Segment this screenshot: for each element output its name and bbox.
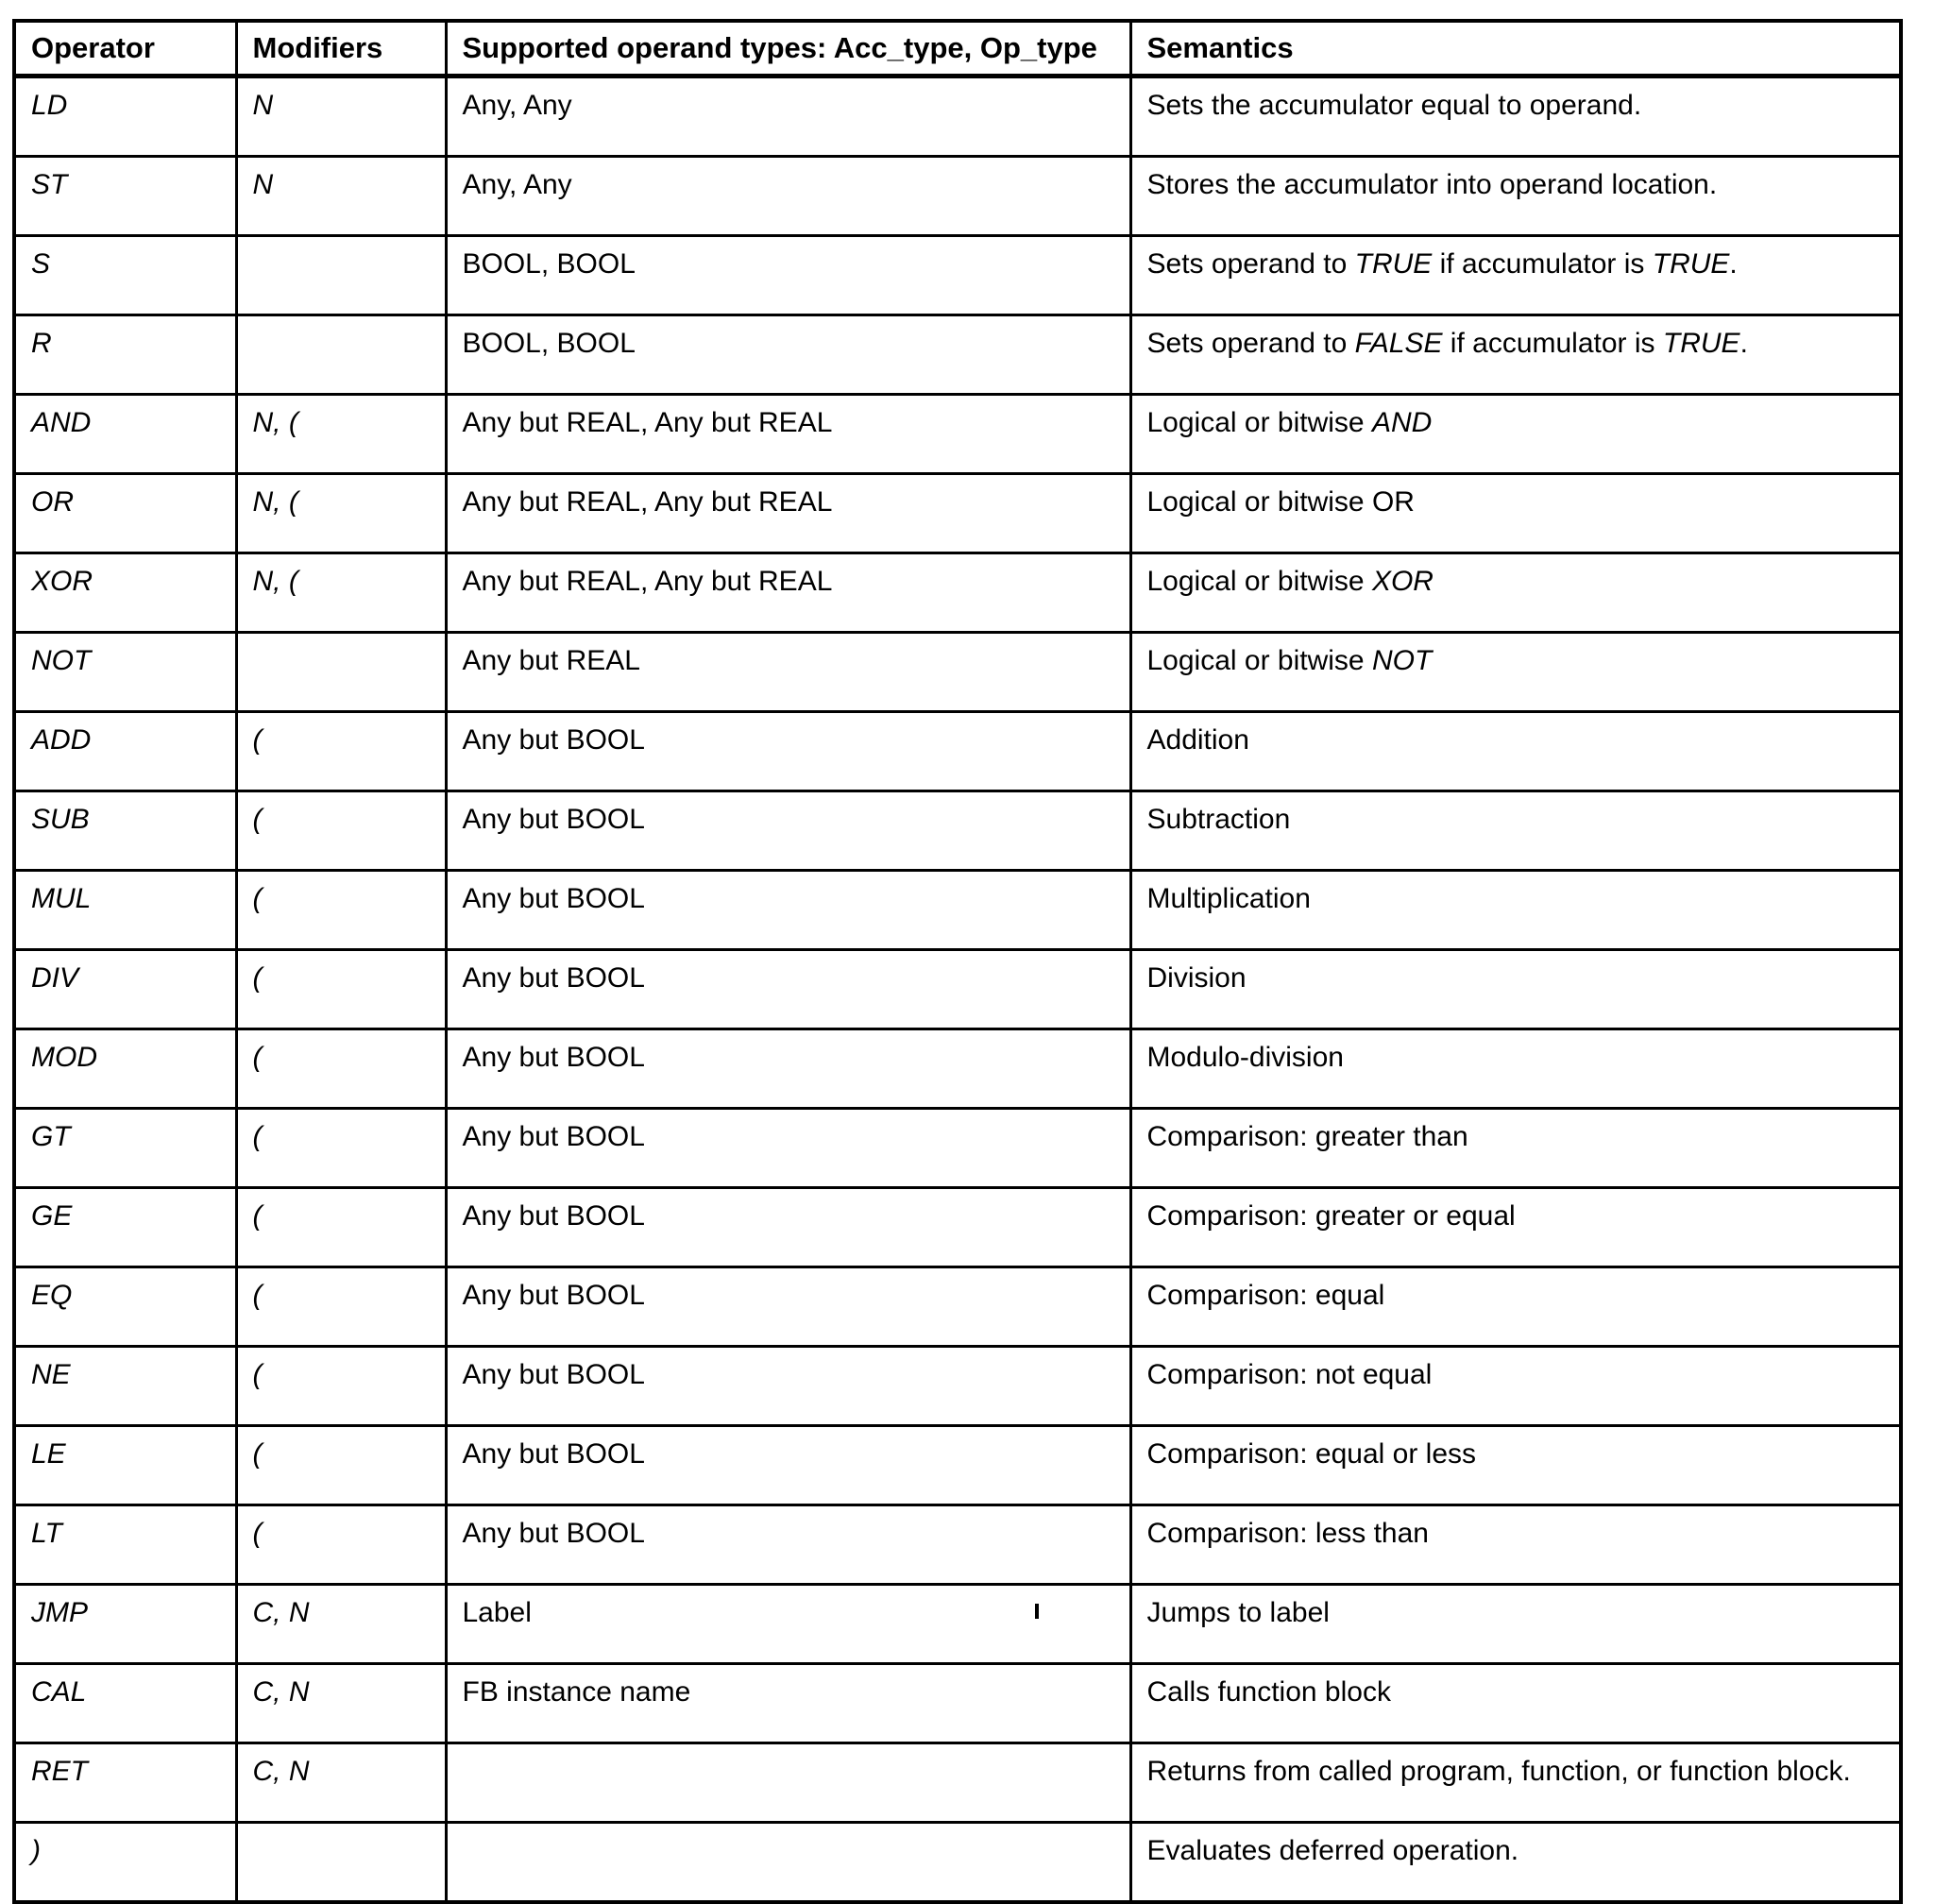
modifiers-cell: N, (: [236, 395, 446, 474]
semantics-cell: Comparison: greater or equal: [1130, 1188, 1901, 1267]
operands-cell: Any but BOOL: [446, 1267, 1130, 1347]
table-body: [14, 76, 1901, 1903]
operator-cell: EQ: [14, 1267, 236, 1347]
operator-cell: MOD: [14, 1029, 236, 1109]
modifiers-cell: N, (: [236, 553, 446, 633]
operands-cell: Any but BOOL: [446, 1188, 1130, 1267]
operands-cell: Any, Any: [446, 76, 1130, 157]
table-row: [14, 315, 1901, 395]
table-row: [14, 1505, 1901, 1585]
modifiers-cell: C, N: [236, 1743, 446, 1823]
col-header-operand-types: Supported operand types: Acc_type, Op_type: [446, 21, 1130, 76]
modifiers-cell: (: [236, 1267, 446, 1347]
operator-cell: LE: [14, 1426, 236, 1505]
operands-cell: Any but REAL, Any but REAL: [446, 553, 1130, 633]
col-header-semantics: Semantics: [1130, 21, 1901, 76]
operands-cell: Any but REAL: [446, 633, 1130, 712]
operator-cell: CAL: [14, 1664, 236, 1743]
operator-cell: AND: [14, 395, 236, 474]
table-row: [14, 871, 1901, 950]
modifiers-cell: N: [236, 157, 446, 236]
operands-cell: FB instance name: [446, 1664, 1130, 1743]
header-row: [14, 21, 1901, 76]
modifiers-cell: (: [236, 950, 446, 1029]
table-row: [14, 553, 1901, 633]
semantics-cell: Modulo-division: [1130, 1029, 1901, 1109]
operands-cell: Any but BOOL: [446, 712, 1130, 791]
modifiers-cell: (: [236, 791, 446, 871]
operands-cell: Any but REAL, Any but REAL: [446, 474, 1130, 553]
semantics-cell: Comparison: greater than: [1130, 1109, 1901, 1188]
semantics-cell: Comparison: equal or less: [1130, 1426, 1901, 1505]
table-row: [14, 950, 1901, 1029]
operator-cell: GE: [14, 1188, 236, 1267]
modifiers-cell: [236, 633, 446, 712]
semantics-cell: Logical or bitwise AND: [1130, 395, 1901, 474]
operands-cell: Any but BOOL: [446, 1347, 1130, 1426]
modifiers-cell: N, (: [236, 474, 446, 553]
operator-cell: ADD: [14, 712, 236, 791]
semantics-cell: Calls function block: [1130, 1664, 1901, 1743]
table-row: [14, 76, 1901, 157]
table-row: [14, 1347, 1901, 1426]
table-row: [14, 1664, 1901, 1743]
il-operators-table: [12, 19, 1903, 1904]
modifiers-cell: (: [236, 712, 446, 791]
semantics-cell: Logical or bitwise OR: [1130, 474, 1901, 553]
operator-cell: RET: [14, 1743, 236, 1823]
table-row: [14, 1426, 1901, 1505]
table-row: [14, 1267, 1901, 1347]
scan-artifact-tick: [1035, 1604, 1039, 1619]
semantics-cell: Returns from called program, function, or function block.: [1130, 1743, 1901, 1823]
modifiers-cell: (: [236, 1347, 446, 1426]
operands-cell: Any but REAL, Any but REAL: [446, 395, 1130, 474]
modifiers-cell: [236, 315, 446, 395]
modifiers-cell: N: [236, 76, 446, 157]
operands-cell: BOOL, BOOL: [446, 236, 1130, 315]
operator-cell: LD: [14, 76, 236, 157]
table-header: [14, 21, 1901, 76]
table-row: [14, 395, 1901, 474]
operands-cell: Any but BOOL: [446, 950, 1130, 1029]
table-row: [14, 712, 1901, 791]
operands-cell: Any but BOOL: [446, 791, 1130, 871]
modifiers-cell: (: [236, 1029, 446, 1109]
semantics-cell: Evaluates deferred operation.: [1130, 1823, 1901, 1903]
table-row: [14, 1743, 1901, 1823]
operator-cell: JMP: [14, 1585, 236, 1664]
table-row: [14, 157, 1901, 236]
table-row: [14, 1109, 1901, 1188]
operator-cell: XOR: [14, 553, 236, 633]
table-row: [14, 1585, 1901, 1664]
operator-cell: SUB: [14, 791, 236, 871]
modifiers-cell: (: [236, 1505, 446, 1585]
col-header-modifiers: Modifiers: [236, 21, 446, 76]
col-header-operator: Operator: [14, 21, 236, 76]
modifiers-cell: (: [236, 1426, 446, 1505]
modifiers-cell: (: [236, 871, 446, 950]
operator-cell: DIV: [14, 950, 236, 1029]
table-row: [14, 236, 1901, 315]
table-row: [14, 791, 1901, 871]
semantics-cell: Sets operand to FALSE if accumulator is TRUE.: [1130, 315, 1901, 395]
operator-cell: ): [14, 1823, 236, 1903]
operator-cell: ST: [14, 157, 236, 236]
semantics-cell: Division: [1130, 950, 1901, 1029]
operands-cell: Any but BOOL: [446, 1426, 1130, 1505]
table-row: [14, 1823, 1901, 1903]
modifiers-cell: C, N: [236, 1664, 446, 1743]
semantics-cell: Addition: [1130, 712, 1901, 791]
operands-cell: Label: [446, 1585, 1130, 1664]
semantics-cell: Comparison: less than: [1130, 1505, 1901, 1585]
operands-cell: BOOL, BOOL: [446, 315, 1130, 395]
operands-cell: Any but BOOL: [446, 1505, 1130, 1585]
semantics-cell: Logical or bitwise XOR: [1130, 553, 1901, 633]
operands-cell: Any but BOOL: [446, 1029, 1130, 1109]
operator-cell: NOT: [14, 633, 236, 712]
operands-cell: Any but BOOL: [446, 1109, 1130, 1188]
table-row: [14, 633, 1901, 712]
semantics-cell: Logical or bitwise NOT: [1130, 633, 1901, 712]
semantics-cell: Comparison: equal: [1130, 1267, 1901, 1347]
operands-cell: Any, Any: [446, 157, 1130, 236]
semantics-cell: Sets the accumulator equal to operand.: [1130, 76, 1901, 157]
modifiers-cell: [236, 236, 446, 315]
modifiers-cell: C, N: [236, 1585, 446, 1664]
semantics-cell: Sets operand to TRUE if accumulator is TRUE.: [1130, 236, 1901, 315]
semantics-cell: Multiplication: [1130, 871, 1901, 950]
operator-cell: LT: [14, 1505, 236, 1585]
operator-cell: S: [14, 236, 236, 315]
operator-cell: MUL: [14, 871, 236, 950]
modifiers-cell: (: [236, 1188, 446, 1267]
operands-cell: [446, 1823, 1130, 1903]
operator-cell: NE: [14, 1347, 236, 1426]
semantics-cell: Subtraction: [1130, 791, 1901, 871]
semantics-cell: Comparison: not equal: [1130, 1347, 1901, 1426]
operands-cell: [446, 1743, 1130, 1823]
operator-cell: R: [14, 315, 236, 395]
semantics-cell: Jumps to label: [1130, 1585, 1901, 1664]
table-row: [14, 474, 1901, 553]
operands-cell: Any but BOOL: [446, 871, 1130, 950]
modifiers-cell: [236, 1823, 446, 1903]
table-row: [14, 1029, 1901, 1109]
operator-cell: OR: [14, 474, 236, 553]
semantics-cell: Stores the accumulator into operand location.: [1130, 157, 1901, 236]
operator-cell: GT: [14, 1109, 236, 1188]
table-row: [14, 1188, 1901, 1267]
modifiers-cell: (: [236, 1109, 446, 1188]
